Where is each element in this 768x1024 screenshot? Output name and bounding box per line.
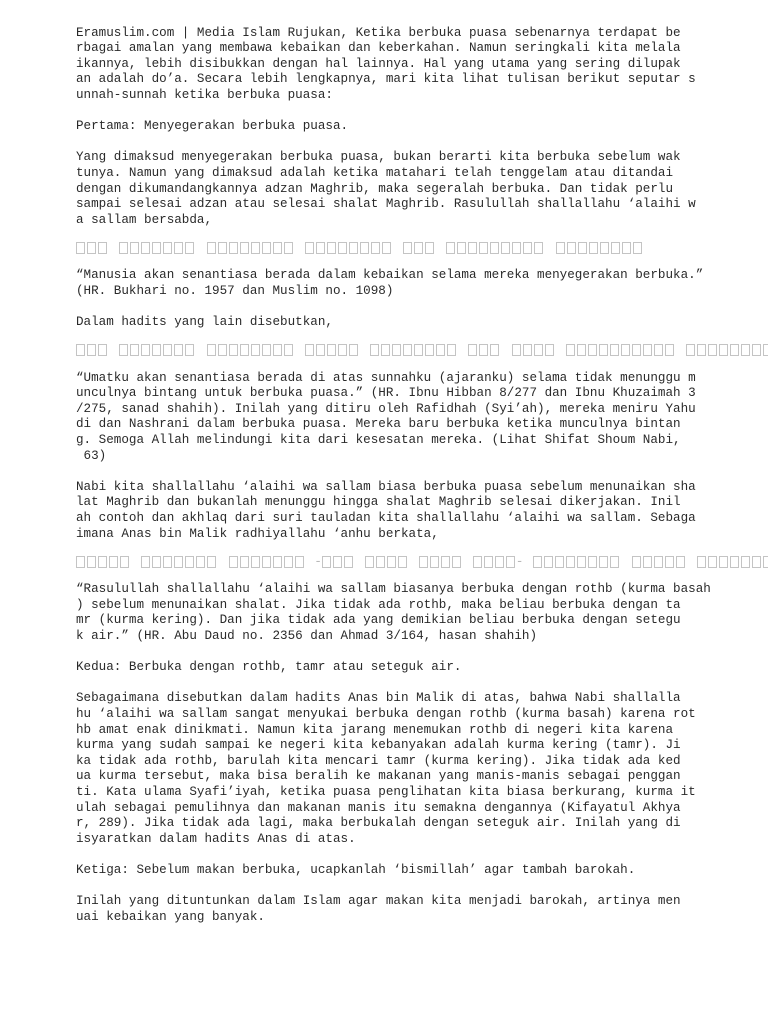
hadith-translation-3 xyxy=(76,582,768,644)
text-line: mr (kurma kering). Dan jika tidak ada yang demikian beliau berbuka dengan setegu xyxy=(76,613,681,628)
text-line: hu ‘alaihi wa sallam sangat menyukai berbuka dengan rothb (kurma basah) karena rot xyxy=(76,706,696,721)
text-line: Yang dimaksud menyegerakan berbuka puasa, bukan berarti kita berbuka sebelum wak xyxy=(76,150,681,165)
section-heading-ketiga xyxy=(76,863,768,879)
text-line: ti. Kata ulama Syafi’iyah, ketika puasa penglihatan kita biasa berkurang, kurma it xyxy=(76,784,696,799)
text-line: ka tidak ada rothb, barulah kita mencari tamr (kurma kering). Jika tidak ada ked xyxy=(76,753,681,768)
text-line: dengan dikumandangkannya adzan Maghrib, maka segeralah berbuka. Dan tidak perlu xyxy=(76,181,674,196)
paragraph-barokah xyxy=(76,894,768,925)
text-line: g. Semoga Allah melindungi kita dari kesesatan mereka. (Lihat Shifat Shoum Nabi, xyxy=(76,433,681,448)
text-line: Ketiga: Sebelum makan berbuka, ucapkanlah ‘bismillah’ agar tambah barokah. xyxy=(76,862,636,877)
text-line: lat Maghrib dan bukanlah menunggu hingga shalat Maghrib selesai dikerjakan. Inil xyxy=(76,495,681,510)
text-line: Nabi kita shallallahu ‘alaihi wa sallam biasa berbuka puasa sebelum menunaikan sha xyxy=(76,479,696,494)
text-line: a sallam bersabda, xyxy=(76,212,213,227)
paragraph-nabi-berbuka xyxy=(76,480,768,542)
text-line: Inilah yang dituntunkan dalam Islam agar makan kita menjadi barokah, artinya men xyxy=(76,894,681,909)
arabic-hadith-glyph-boxes-2 xyxy=(76,340,768,362)
text-line: k air.” (HR. Abu Daud no. 2356 dan Ahmad 3/164, hasan shahih) xyxy=(76,629,538,643)
text-line: unnah-sunnah ketika berbuka puasa: xyxy=(76,87,333,102)
arabic-hadith-glyph-boxes-3: - - xyxy=(76,551,768,573)
text-line: Dalam hadits yang lain disebutkan, xyxy=(76,315,333,330)
intro-paragraph xyxy=(76,26,768,104)
text-line: di dan Nashrani dalam berbuka puasa. Mereka baru berbuka ketika munculnya bintan xyxy=(76,417,681,432)
hadith-translation-2 xyxy=(76,371,768,465)
text-line: “Umatku akan senantiasa berada di atas sunnahku (ajaranku) selama tidak menunggu m xyxy=(76,370,696,385)
text-line: ah contoh dan akhlaq dari suri tauladan kita shallallahu ‘alaihi wa sallam. Sebaga xyxy=(76,511,696,526)
text-line: tunya. Namun yang dimaksud adalah ketika matahari telah tenggelam atau ditandai xyxy=(76,165,674,180)
text-line: isyaratkan dalam hadits Anas di atas. xyxy=(76,831,356,846)
text-line: imana Anas bin Malik radhiyallahu ‘anhu berkata, xyxy=(76,526,439,541)
text-line: ua kurma tersebut, maka bisa beralih ke makanan yang manis-manis sebagai penggan xyxy=(76,769,681,784)
text-line: /275, sanad shahih). Inilah yang ditiru oleh Rafidhah (Syi’ah), mereka meniru Yahu xyxy=(76,401,696,416)
text-line: 63) xyxy=(76,448,107,463)
text-line: ulah sebagai pemulihnya dan makanan manis itu semakna dengannya (Kifayatul Akhya xyxy=(76,800,681,815)
text-line: (HR. Bukhari no. 1957 dan Muslim no. 1098) xyxy=(76,283,394,298)
text-line: rbagai amalan yang membawa kebaikan dan keberkahan. Namun seringkali kita melala xyxy=(76,41,681,56)
hadith-translation-1 xyxy=(76,268,768,299)
text-line: hb amat enak dinikmati. Namun kita jarang menemukan rothb di negeri kita karena xyxy=(76,722,674,737)
text-line: Kedua: Berbuka dengan rothb, tamr atau seteguk air. xyxy=(76,660,462,675)
text-line: r, 289). Jika tidak ada lagi, maka berbukalah dengan seteguk air. Inilah yang di xyxy=(76,816,681,831)
text-line: ) sebelum menunaikan shalat. Jika tidak ada rothb, maka beliau berbuka dengan ta xyxy=(76,597,681,612)
text-line: Pertama: Menyegerakan berbuka puasa. xyxy=(76,119,349,134)
text-line: an adalah do’a. Secara lebih lengkapnya, mari kita lihat tulisan berikut seputar s xyxy=(76,72,696,87)
missing-glyph-symbol xyxy=(76,10,768,26)
document-page xyxy=(76,10,768,925)
text-line: ikannya, lebih disibukkan dengan hal lainnya. Hal yang utama yang sering dilupak xyxy=(76,56,681,71)
section-heading-pertama xyxy=(76,119,768,135)
arabic-hadith-glyph-boxes-1 xyxy=(76,237,768,259)
text-line: Sebagaimana disebutkan dalam hadits Anas bin Malik di atas, bahwa Nabi shallalla xyxy=(76,691,681,706)
text-line: unculnya bintang untuk berbuka puasa.” (HR. Ibnu Hibban 8/277 dan Ibnu Khuzaimah 3 xyxy=(76,386,696,401)
text-line: uai kebaikan yang banyak. xyxy=(76,909,265,924)
text-line: “Rasulullah shallallahu ‘alaihi wa sallam biasanya berbuka dengan rothb (kurma basah xyxy=(76,582,711,597)
text-line: kurma yang sudah sampai ke negeri kita kebanyakan adalah kurma kering (tamr). Ji xyxy=(76,738,681,753)
text-line: sampai selesai adzan atau selesai shalat Maghrib. Rasulullah shallallahu ‘alaihi w xyxy=(76,197,696,212)
paragraph-rothb-tamr xyxy=(76,691,768,847)
text-line: “Manusia akan senantiasa berada dalam kebaikan selama mereka menyegerakan berbuka.” xyxy=(76,268,704,283)
text-line: Eramuslim.com | Media Islam Rujukan, Ketika berbuka puasa sebenarnya terdapat be xyxy=(76,25,681,40)
paragraph-menyegerakan xyxy=(76,150,768,228)
paragraph-hadits-lain xyxy=(76,315,768,331)
section-heading-kedua xyxy=(76,660,768,676)
